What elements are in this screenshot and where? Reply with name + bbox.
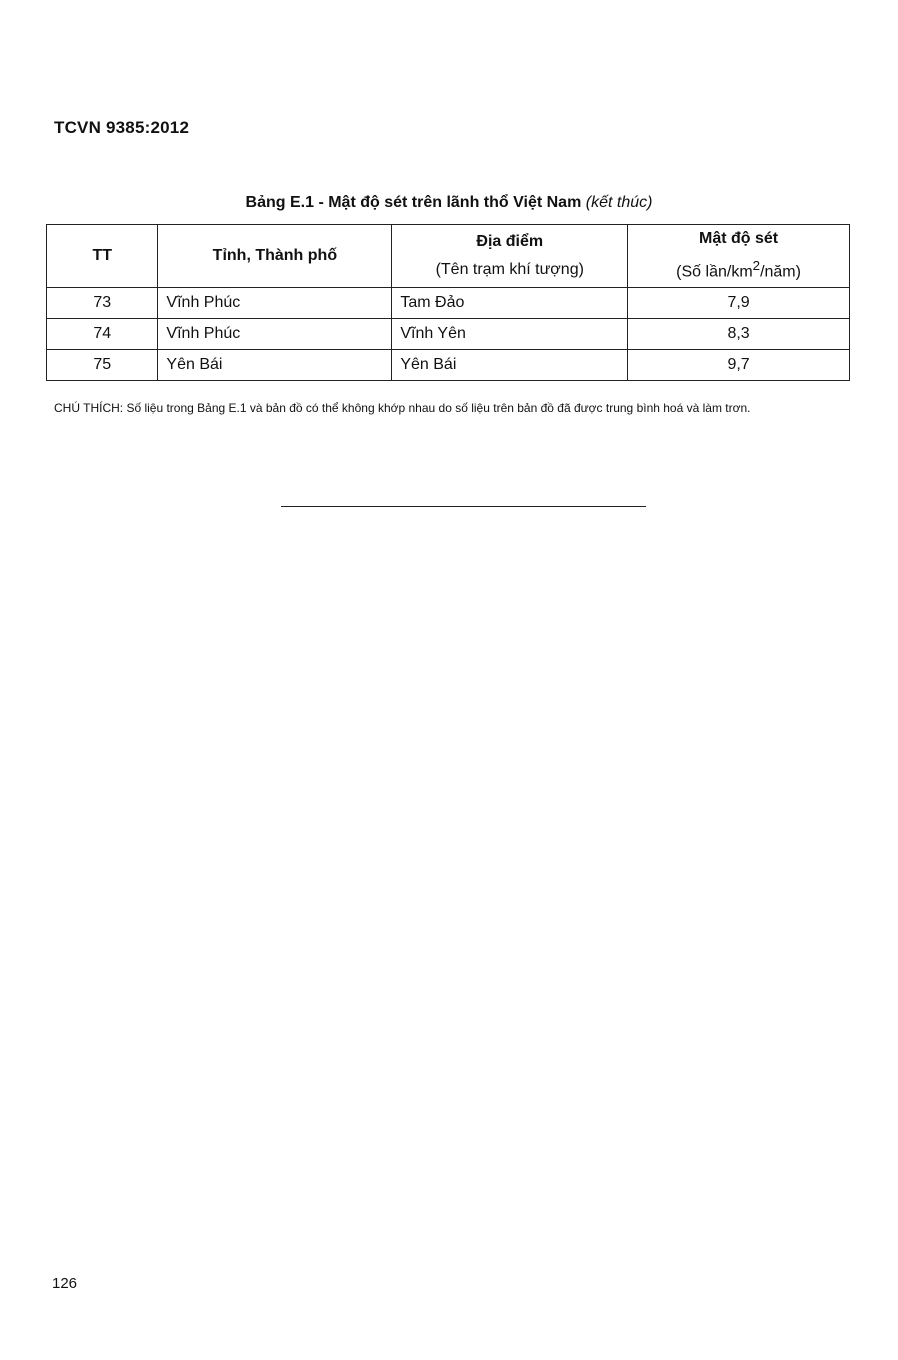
cell-location: Yên Bái (392, 350, 628, 381)
header-density-subtitle (634, 258, 843, 281)
cell-location: Tam Đảo (392, 288, 628, 319)
cell-tt: 74 (47, 319, 158, 350)
cell-location: Vĩnh Yên (392, 319, 628, 350)
cell-tt: 73 (47, 288, 158, 319)
header-province: Tỉnh, Thành phố (158, 225, 392, 288)
end-divider (281, 506, 646, 507)
header-location (392, 225, 628, 288)
header-tt: TT (47, 225, 158, 288)
cell-tt: 75 (47, 350, 158, 381)
cell-density: 7,9 (628, 288, 850, 319)
cell-density: 9,7 (628, 350, 850, 381)
table-caption (0, 194, 898, 212)
lightning-density-table (46, 224, 850, 381)
table-row (47, 350, 850, 381)
header-density-title: Mật độ sét (699, 230, 779, 248)
cell-province: Vĩnh Phúc (158, 288, 392, 319)
cell-density: 8,3 (628, 319, 850, 350)
table-caption-suffix: (kết thúc) (585, 194, 653, 211)
table-caption-main: Bảng E.1 - Mật độ sét trên lãnh thổ Việt Nam (245, 194, 586, 211)
header-density-sub-post: /năm) (760, 263, 801, 281)
header-location-title: Địa điểm (476, 233, 544, 250)
table-row (47, 288, 850, 319)
header-density-sub-pre: (Số lần/km (676, 263, 753, 281)
table-note: CHÚ THÍCH: Số liệu trong Bảng E.1 và bản đồ có thể không khớp nhau do số liệu trên bản đồ đã được trung bình hoá và làm trơn. (54, 401, 751, 415)
cell-province: Vĩnh Phúc (158, 319, 392, 350)
page-number: 126 (52, 1275, 78, 1292)
header-location-subtitle: (Tên trạm khí tượng) (435, 261, 584, 278)
header-density (628, 225, 850, 288)
table-row (47, 319, 850, 350)
cell-province: Yên Bái (158, 350, 392, 381)
document-code: TCVN 9385:2012 (54, 118, 190, 137)
header-density-sub-sup: 2 (752, 258, 761, 274)
table-header-row (47, 225, 850, 288)
